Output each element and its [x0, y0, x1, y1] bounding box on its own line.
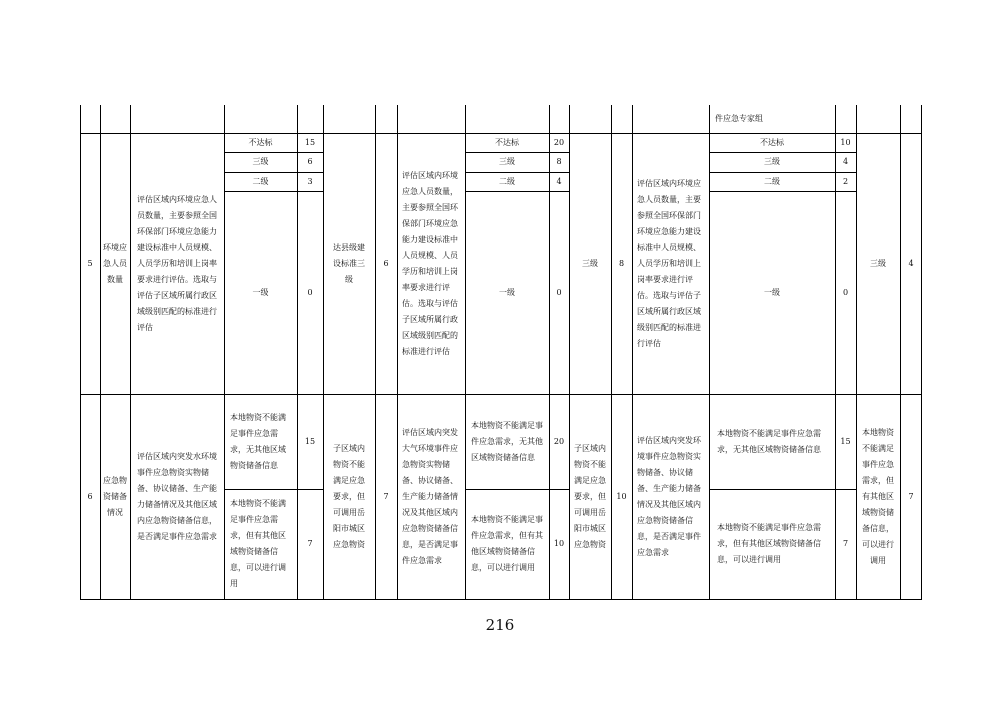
row5-third-score-3: 2: [842, 176, 849, 186]
row5-county-level-1: 不达标: [248, 137, 273, 147]
row5-county-result-score: 6: [383, 258, 389, 268]
expert-group-note: 件应急专家组: [715, 114, 763, 123]
row5-item: 环境应急人员数量: [103, 242, 127, 284]
row5-third-level-4: 一级: [764, 287, 780, 297]
row5-city-score-4: 0: [556, 287, 562, 297]
assessment-table: [80, 105, 922, 600]
row6-third-level-2: 本地物资不能满足事件应急需求，但有其他区域物资储备信息，可以进行调用: [717, 523, 821, 564]
row6-third-criteria: 评估区域内突发环境事件应急物资实物储备、协议储备、生产能力储备情况及其他区域内应急物资储备信息，是否满足事件应急需求: [637, 435, 701, 557]
row6-third-result-score: 7: [908, 491, 914, 501]
row5-city-score-3: 4: [556, 176, 562, 186]
row6-third-level-1: 本地物资不能满足事件应急需求，无其他区域物资储备信息: [717, 428, 821, 454]
row5-third-criteria: 评估区域内环境应急人员数量，主要参照全国环保部门环境应急能力建设标准中人员规模、人员学历和培训上岗率要求进行评估。选取与评估子区域所属行政区域级别匹配的标准进行评估: [637, 178, 701, 348]
row5-third-result: 三级: [870, 258, 886, 268]
row5-city-level-4: 一级: [499, 287, 515, 297]
row5-third-score-4: 0: [842, 287, 849, 297]
row5-city-level-2: 三级: [499, 157, 515, 166]
row5-third-score-1: 10: [840, 137, 851, 147]
row6-city-level-2: 本地物资不能满足事件应急需求，但有其他区域物资储备信息，可以进行调用: [471, 515, 543, 572]
row5-county-criteria: 评估区域内环境应急人员数量，主要参照全国环保部门环境应急能力建设标准中人员规模、人员学历和培训上岗率要求进行评估。选取与评估子区域所属行政区域级别匹配的标准进行评估: [137, 194, 217, 332]
row6-county-score-2: 7: [307, 539, 313, 548]
row6-county-result: 子区域内物资不能满足应急要求，但可调用岳阳市城区应急物资: [333, 443, 365, 549]
row5-city-result: 三级: [582, 258, 598, 268]
row6-third-score-2: 7: [842, 539, 849, 548]
row5-county-result: 达县级建设标准三级: [333, 242, 365, 284]
row5-index: 5: [87, 258, 93, 268]
row6-city-result: 子区域内物资不能满足应急要求，但可调用岳阳市城区应急物资: [574, 443, 606, 549]
row6-city-level-1: 本地物资不能满足事件应急需求，无其他区域物资储备信息: [471, 420, 543, 462]
row6-city-criteria: 评估区域内突发大气环境事件应急物资实物储备、协议储备、生产能力储备情况及其他区域内应急物资储备信息，是否满足事件应急需求: [402, 427, 458, 565]
row5-third-level-3: 二级: [764, 176, 780, 186]
row5-county-score-1: 15: [304, 137, 316, 147]
row5-city-level-1: 不达标: [495, 137, 519, 147]
row5-city-result-score: 8: [618, 258, 625, 268]
row6-city-result-score: 10: [616, 491, 627, 501]
row5-third-score-2: 4: [842, 157, 849, 166]
row5-county-level-2: 三级: [252, 157, 269, 166]
row6-third-score-1: 15: [840, 436, 851, 446]
page-number: 216: [485, 616, 515, 634]
row5-city-criteria: 评估区域内环境应急人员数量，主要参照全国环保部门环境应急能力建设标准中人员规模、人员学历和培训上岗率要求进行评估。选取与评估子区域所属行政区域级别匹配的标准进行评估: [402, 170, 458, 356]
row6-city-score-2: 10: [553, 539, 565, 548]
row6-city-score-1: 20: [553, 436, 565, 446]
row6-index: 6: [87, 491, 93, 501]
row5-third-level-2: 三级: [764, 157, 780, 166]
row5-third-level-1: 不达标: [760, 137, 784, 147]
row6-third-result: 本地物资不能满足事件应急需求，但有其他区域物资储备信息，可以进行调用: [862, 427, 894, 565]
row6-item: 应急物资储备情况: [103, 475, 127, 517]
row5-county-score-4: 0: [307, 287, 313, 297]
row6-county-score-1: 15: [304, 436, 316, 446]
row5-county-level-4: 一级: [252, 287, 269, 297]
row6-county-result-score: 7: [383, 491, 389, 501]
row5-county-level-3: 二级: [252, 176, 269, 186]
row6-county-level-1: 本地物资不能满足事件应急需求，无其他区域物资储备信息: [230, 412, 286, 470]
row5-city-score-2: 8: [556, 157, 562, 166]
row5-city-score-1: 20: [553, 137, 565, 147]
row6-county-criteria: 评估区域内突发水环境事件应急物资实物储备、协议储备、生产能力储备情况及其他区域内应急物资储备信息，是否满足事件应急需求: [137, 451, 217, 541]
row5-city-level-3: 二级: [499, 176, 515, 186]
row6-county-level-2: 本地物资不能满足事件应急需求，但有其他区域物资储备信息，可以进行调用: [230, 499, 286, 588]
row5-third-result-score: 4: [908, 258, 914, 268]
row5-county-score-3: 3: [307, 176, 313, 186]
row5-county-score-2: 6: [307, 157, 313, 166]
